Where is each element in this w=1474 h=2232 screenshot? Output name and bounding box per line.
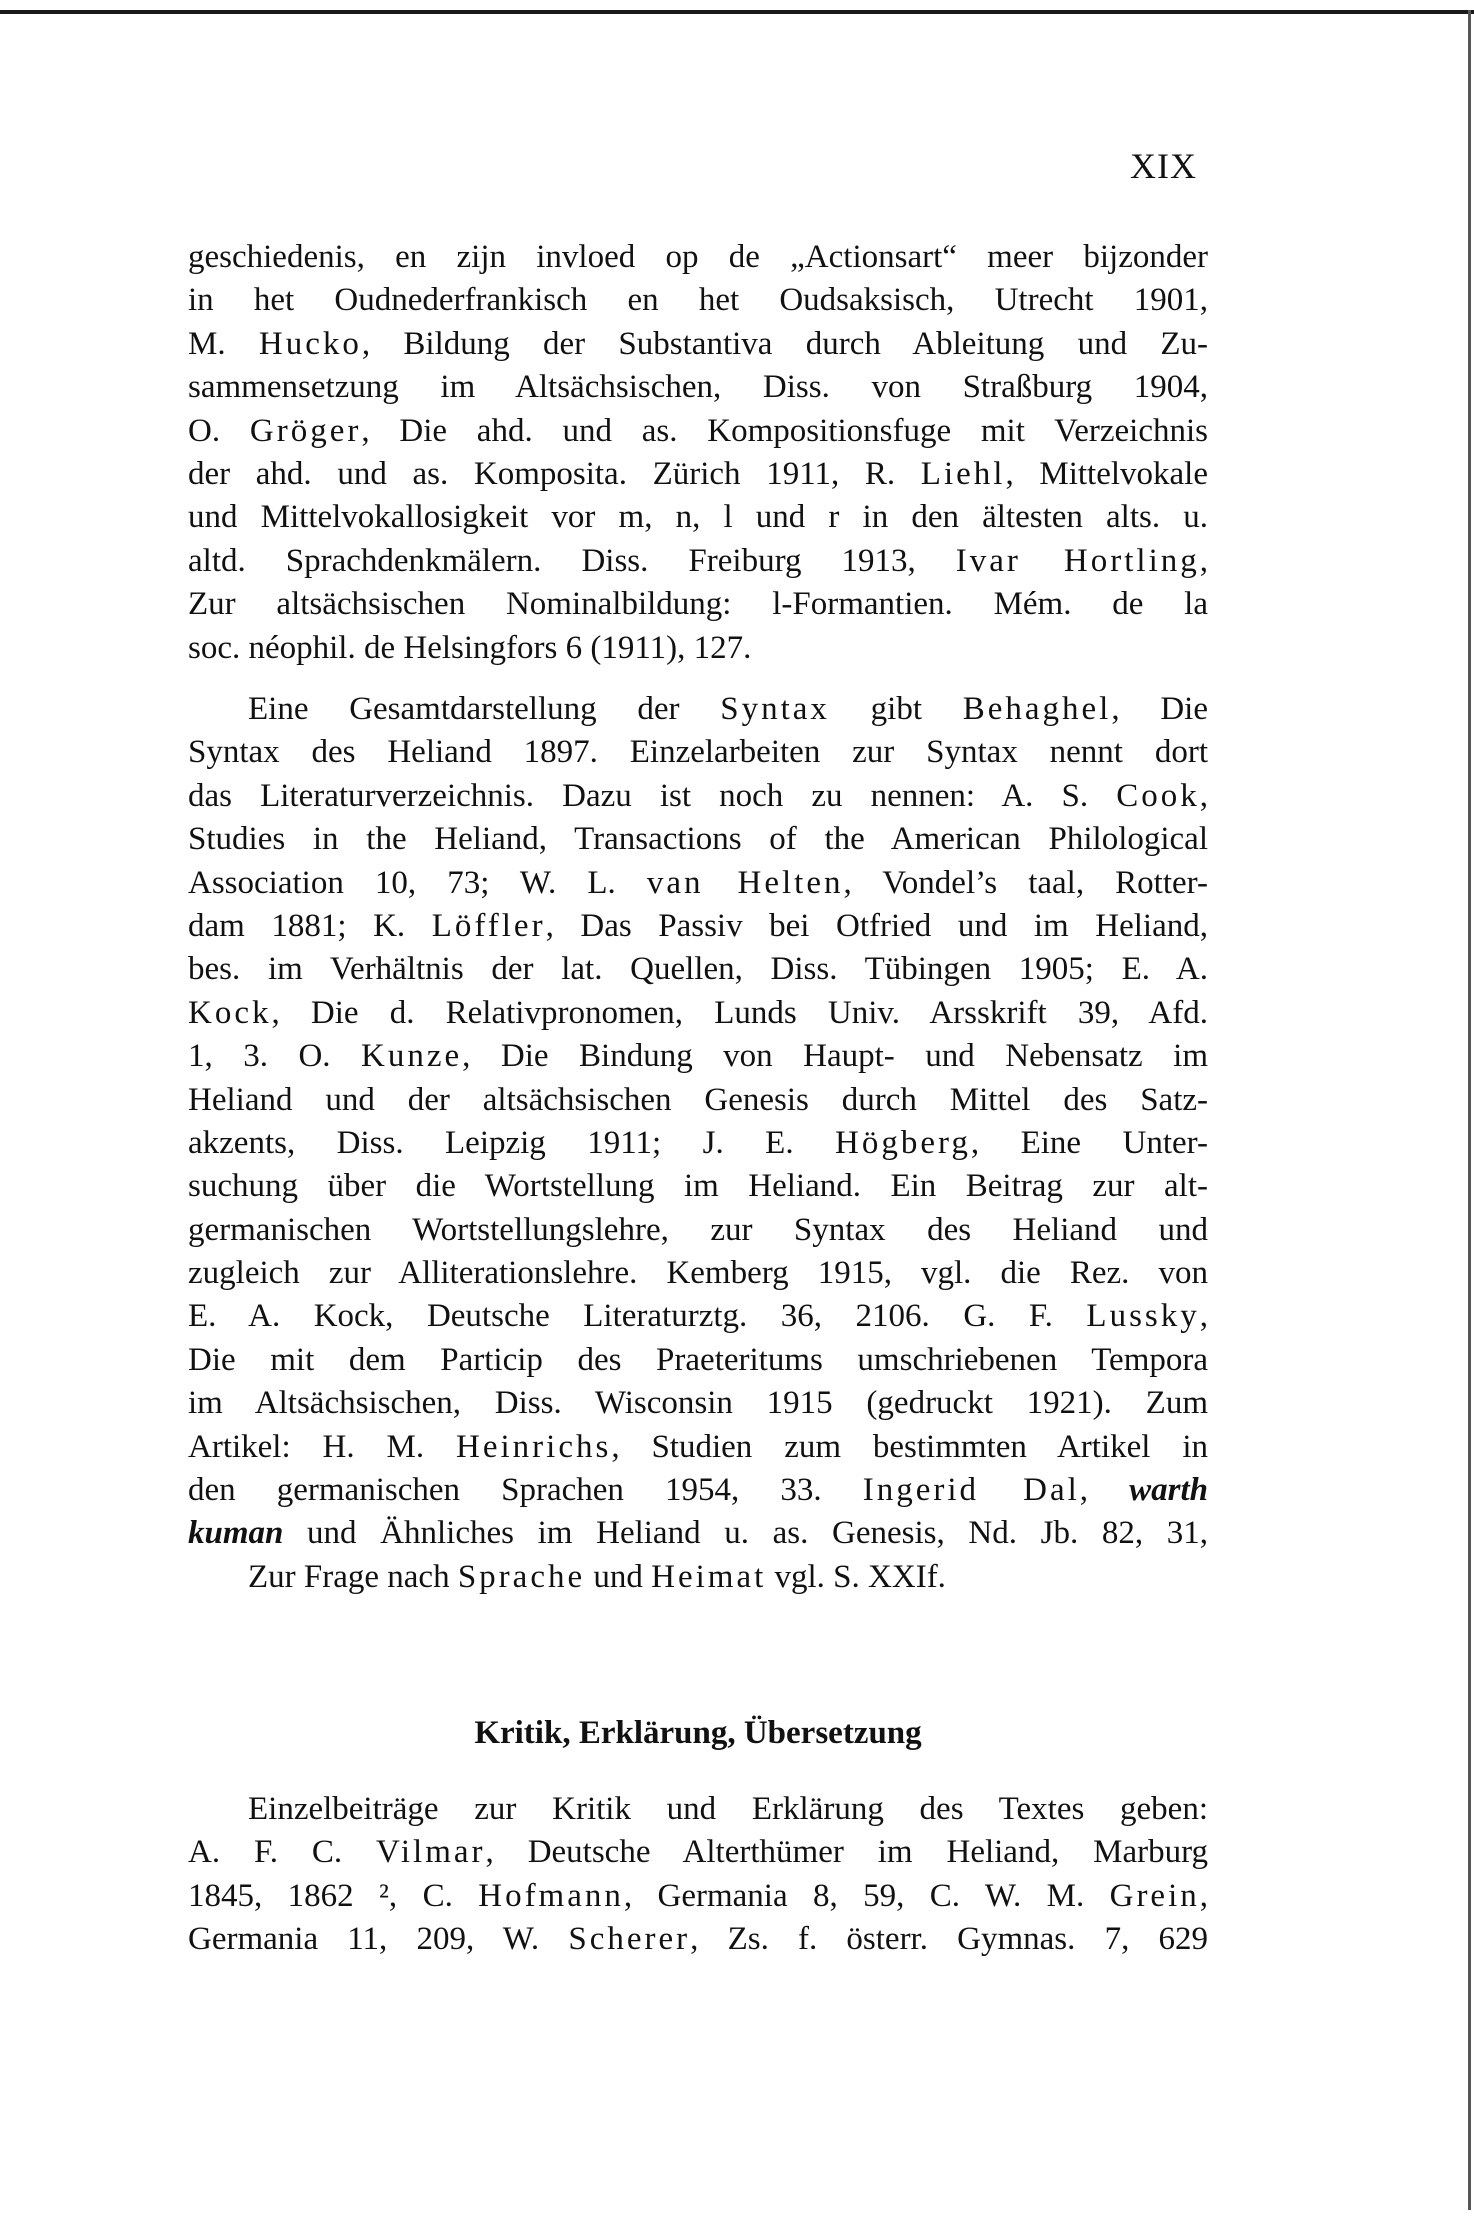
- text-line: [188, 1209, 1208, 1252]
- text-line: [188, 627, 1208, 670]
- text-segment: der ahd. und as. Komposita. Zürich 1911, R.: [188, 455, 921, 492]
- text-line: [188, 1339, 1208, 1382]
- text-line: [188, 1252, 1208, 1295]
- text-line: [188, 583, 1208, 626]
- spaced-name: Ingerid Dal: [862, 1472, 1080, 1509]
- text-segment: , Die: [1111, 691, 1208, 727]
- text-line: [188, 1788, 1208, 1831]
- text-line: [188, 688, 1208, 731]
- text-line: [188, 1295, 1208, 1338]
- text-segment: , Studien zum bestimmten Artikel in: [611, 1428, 1208, 1465]
- spaced-name: Hofmann: [478, 1877, 624, 1914]
- text-segment: ,: [1199, 542, 1209, 579]
- text-line: [188, 1556, 1208, 1599]
- text-segment: , Germania 8, 59, C. W. M.: [623, 1877, 1110, 1914]
- spaced-name: Heimat: [651, 1558, 767, 1595]
- text-segment: Einzelbeiträge zur Kritik und Erklärung des Textes geben:: [248, 1791, 1208, 1827]
- text-segment: , Die Bindung von Haupt- und Nebensatz im: [462, 1038, 1208, 1075]
- text-segment: , Zs. f. österr. Gymnas. 7, 629: [690, 1921, 1208, 1958]
- text-line: [188, 496, 1208, 539]
- text-line: [188, 1469, 1208, 1512]
- text-line: [188, 410, 1208, 453]
- spaced-name: Ivar Hortling: [955, 542, 1200, 579]
- spaced-name: van Helten: [646, 864, 844, 901]
- spaced-name: Vilmar: [376, 1834, 486, 1871]
- text-segment: germanischen Wortstellungslehre, zur Syntax des Heliand und: [188, 1211, 1208, 1248]
- text-line: [188, 366, 1208, 409]
- spaced-name: Lussky: [1086, 1298, 1200, 1335]
- text-segment: gibt: [829, 691, 963, 727]
- text-line: [188, 1831, 1208, 1874]
- text-line: [188, 279, 1208, 322]
- text-segment: den germanischen Sprachen 1954, 33.: [188, 1472, 863, 1509]
- spaced-name: Kunze: [361, 1038, 463, 1075]
- text-line: [188, 323, 1208, 366]
- text-line: [188, 1426, 1208, 1469]
- text-line: [188, 1875, 1208, 1918]
- text-segment: akzents, Diss. Leipzig 1911; J. E.: [188, 1124, 836, 1161]
- spaced-name: Behaghel: [962, 691, 1112, 727]
- text-segment: dam 1881; K.: [188, 907, 432, 944]
- text-segment: , Deutsche Alterthümer im Heliand, Marburg: [485, 1834, 1208, 1871]
- text-segment: ,: [1199, 777, 1208, 814]
- text-line: [188, 905, 1208, 948]
- text-line: [188, 1035, 1208, 1078]
- spaced-name: Löffler: [431, 907, 546, 944]
- text-line: [188, 818, 1208, 861]
- text-segment: soc. néophil. de Helsingfors 6 (1911), 127.: [188, 629, 752, 666]
- text-segment: , Die d. Relativpronomen, Lunds Univ. Arsskrift 39, Afd.: [271, 994, 1208, 1031]
- text-segment: und: [585, 1558, 652, 1595]
- text-segment: , Vondel’s taal, Rotter-: [843, 864, 1208, 901]
- text-segment: Artikel: H. M.: [188, 1428, 457, 1465]
- text-segment: im Altsächsischen, Diss. Wisconsin 1915 (gedruckt 1921). Zum: [188, 1385, 1208, 1422]
- text-line: [188, 1512, 1208, 1555]
- spaced-name: Gröger: [249, 412, 362, 449]
- spaced-name: Högberg: [835, 1124, 971, 1161]
- spaced-name: Heinrichs: [456, 1428, 612, 1465]
- spaced-name: Hucko: [258, 325, 362, 362]
- text-segment: 1845, 1862 ², C.: [188, 1877, 479, 1914]
- text-segment: und Ähnliches im Heliand u. as. Genesis, Nd. Jb. 82, 31,: [283, 1515, 1208, 1552]
- text-segment: E. A. Kock, Deutsche Literaturztg. 36, 2106. G. F.: [188, 1298, 1087, 1335]
- text-segment: M.: [188, 325, 259, 362]
- text-segment: zugleich zur Alliterationslehre. Kemberg 1915, vgl. die Rez. von: [188, 1255, 1208, 1292]
- text-line: [188, 236, 1208, 279]
- text-segment: Die mit dem Particip des Praeteritums umschriebenen Tempora: [188, 1341, 1208, 1378]
- text-segment: , Das Passiv bei Otfried und im Heliand,: [545, 907, 1208, 944]
- text-segment: vgl. S. XXIf.: [766, 1558, 946, 1595]
- paragraph-kritik: [188, 1788, 1208, 1962]
- text-segment: geschiedenis, en zijn invloed op de „Actionsart“ meer bijzonder: [188, 239, 1208, 275]
- page-edge: [1468, 10, 1471, 2210]
- spaced-name: Grein: [1109, 1877, 1200, 1914]
- italic-term: warth: [1129, 1472, 1208, 1509]
- text-line: [188, 1122, 1208, 1165]
- text-segment: ,: [1199, 1298, 1208, 1335]
- text-line: [188, 1918, 1208, 1961]
- text-segment: ,: [1199, 1877, 1208, 1914]
- text-segment: A. F. C.: [188, 1834, 377, 1871]
- text-segment: in het Oudnederfrankisch en het Oudsaksisch, Utrecht 1901,: [188, 282, 1208, 319]
- spaced-name: Kock: [188, 994, 272, 1031]
- text-segment: Zur Frage nach: [248, 1558, 458, 1595]
- page-number: XIX: [1130, 146, 1197, 186]
- text-segment: bes. im Verhältnis der lat. Quellen, Diss. Tübingen 1905; E. A.: [188, 951, 1208, 988]
- spaced-name: Sprache: [457, 1558, 586, 1595]
- text-line: [188, 775, 1208, 818]
- text-line: [188, 992, 1208, 1035]
- spaced-name: Cook: [1116, 777, 1200, 814]
- text-segment: ,: [1079, 1472, 1130, 1509]
- text-line: [188, 948, 1208, 991]
- text-segment: Heliand und der altsächsischen Genesis durch Mittel des Satz-: [188, 1081, 1208, 1118]
- text-segment: altd. Sprachdenkmälern. Diss. Freiburg 1913,: [188, 542, 956, 579]
- text-line: [188, 731, 1208, 774]
- text-segment: 1, 3. O.: [188, 1038, 362, 1075]
- text-segment: sammensetzung im Altsächsischen, Diss. von Straßburg 1904,: [188, 369, 1208, 406]
- spaced-name: Scherer: [568, 1921, 691, 1958]
- spaced-name: Liehl: [920, 455, 1006, 492]
- paragraph-syntax: [188, 688, 1208, 1599]
- section-heading: Kritik, Erklärung, Übersetzung: [474, 1715, 922, 1751]
- text-segment: Studies in the Heliand, Transactions of the American Philological: [188, 821, 1208, 858]
- text-line: [188, 1165, 1208, 1208]
- text-line: [188, 1382, 1208, 1425]
- top-rule: [0, 10, 1474, 14]
- text-segment: Eine Gesamtdarstellung der: [248, 691, 721, 727]
- text-segment: Syntax des Heliand 1897. Einzelarbeiten zur Syntax nennt dort: [188, 734, 1208, 771]
- text-line: [188, 540, 1208, 583]
- text-line: [188, 862, 1208, 905]
- text-segment: Association 10, 73; W. L.: [188, 864, 647, 901]
- text-segment: Germania 11, 209, W.: [188, 1921, 569, 1958]
- text-line: [188, 453, 1208, 496]
- paragraph-bibliography-word-formation: [188, 236, 1208, 670]
- text-line: [188, 1079, 1208, 1122]
- text-segment: und Mittelvokallosigkeit vor m, n, l und r in den ältesten alts. u.: [188, 499, 1208, 536]
- italic-term: kuman: [188, 1515, 284, 1552]
- text-segment: , Bildung der Substantiva durch Ableitung und Zu-: [361, 325, 1208, 362]
- text-segment: Zur altsächsischen Nominalbildung: l-Formantien. Mém. de la: [188, 586, 1208, 623]
- text-segment: , Eine Unter-: [970, 1124, 1208, 1161]
- text-segment: , Die ahd. und as. Kompositionsfuge mit Verzeichnis: [361, 412, 1208, 449]
- text-segment: O.: [188, 412, 250, 449]
- spaced-name: Syntax: [720, 691, 830, 727]
- text-segment: , Mittelvokale: [1005, 455, 1208, 492]
- text-segment: suchung über die Wortstellung im Heliand. Ein Beitrag zur alt-: [188, 1168, 1208, 1205]
- text-segment: das Literaturverzeichnis. Dazu ist noch zu nennen: A. S.: [188, 777, 1117, 814]
